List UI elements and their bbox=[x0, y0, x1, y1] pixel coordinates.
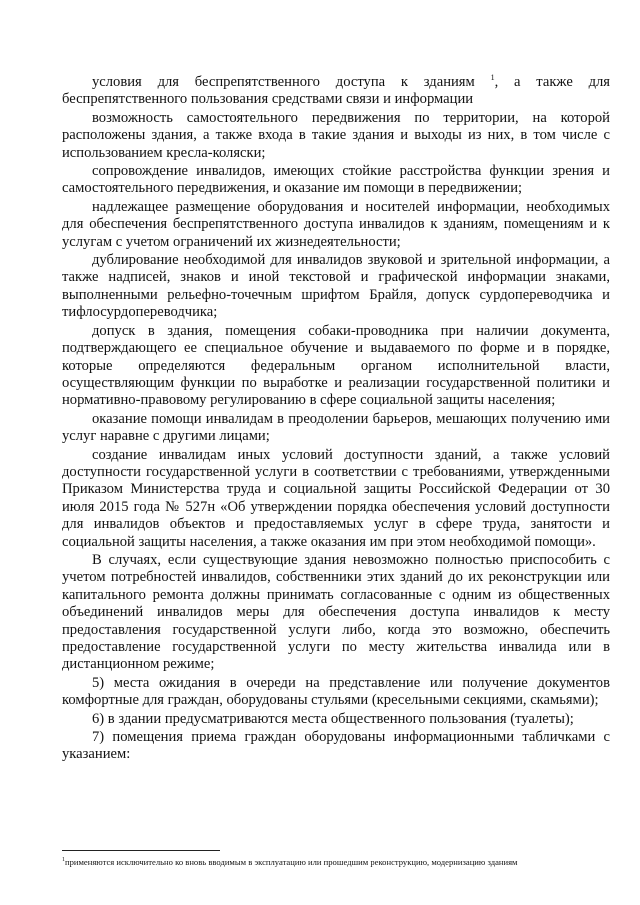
paragraph-text: условия для беспрепятственного доступа к зданиям bbox=[92, 74, 475, 90]
footnote-text: применяются исключительно ко вновь вводимым в эксплуатацию или прошедшим реконструкцию, модернизацию зданиям bbox=[65, 857, 518, 867]
paragraph-existing-buildings: В случаях, если существующие здания невозможно полностью приспособить с учетом потребностей инвалидов, собственники этих зданий до их реконструкции или капитального ремонта должны принимать согласованные с одним из общественных объединений инвалидов меры для обеспечения доступа инвалидов к месту предоставления государственной услуги либо, когда это возможно, обеспечить предоставление государственной услуги по месту жительства инвалида или в дистанционном режиме; bbox=[62, 551, 610, 673]
paragraph-guide-dog: допуск в здания, помещения собаки-проводника при наличии документа, подтверждающего ее специальное обучение и выдаваемого по форме и в порядке, которые определяются федеральным органом исполнительной власти, осуществляющим функции по выработке и реализации государственной политики и нормативно-правовому регулированию в сфере социальной защиты населения; bbox=[62, 322, 610, 409]
paragraph-access-conditions bbox=[62, 74, 610, 109]
paragraph-assistance: оказание помощи инвалидам в преодолении барьеров, мешающих получению ими услуг наравне с другими лицами; bbox=[62, 410, 610, 445]
paragraph-info-signs: 7) помещения приема граждан оборудованы информационными табличками с указанием: bbox=[62, 729, 610, 763]
paragraph-equipment: надлежащее размещение оборудования и носителей информации, необходимых для обеспечения беспрепятственного доступа инвалидов к зданиям, помещениям и к услугам с учетом ограничений их жизнедеятельности; bbox=[62, 198, 610, 250]
footnote-marker: 1 bbox=[490, 73, 495, 82]
footnote bbox=[62, 857, 622, 868]
paragraph-public-facilities: 6) в здании предусматриваются места общественного пользования (туалеты); bbox=[92, 710, 574, 727]
paragraph-waiting-places: 5) места ожидания в очереди на представление или получение документов комфортные для граждан, оборудованы стульями (кресельными секциями, скамьями); bbox=[62, 674, 610, 709]
paragraph-escort: сопровождение инвалидов, имеющих стойкие расстройства функции зрения и самостоятельного передвижения, и оказание им помощи в передвижении; bbox=[62, 163, 610, 197]
paragraph-duplication: дублирование необходимой для инвалидов звуковой и зрительной информации, а также надписей, знаков и иной текстовой и графической информации знаками, выполненными рельефно-точечным шрифтом Брайля, допуск сурдопереводчика и тифлосурдопереводчика; bbox=[62, 252, 610, 321]
paragraph-other-conditions: создание инвалидам иных условий доступности зданий, а также условий доступности государственной услуги в соответствии с требованиями, утвержденными Приказом Министерства труда и социальной защиты Российской Федерации от 30 июля 2015 года № 527н «Об утверждении порядка обеспечения условий доступности для инвалидов объектов и предоставляемых услуг в сфере труда, занятости и социальной защиты населения, а также оказания им при этом необходимой помощи». bbox=[62, 446, 610, 550]
paragraph-text-continued: , а также для беспрепятственного пользования средствами связи и информации bbox=[62, 74, 611, 108]
document-body bbox=[62, 74, 610, 764]
footnote-divider bbox=[62, 850, 220, 851]
paragraph-movement: возможность самостоятельного передвижения по территории, на которой расположены здания, а также входа в такие здания и выходы из них, в том числе с использованием кресла-коляски; bbox=[62, 109, 610, 161]
footnote-number: 1 bbox=[62, 857, 65, 863]
